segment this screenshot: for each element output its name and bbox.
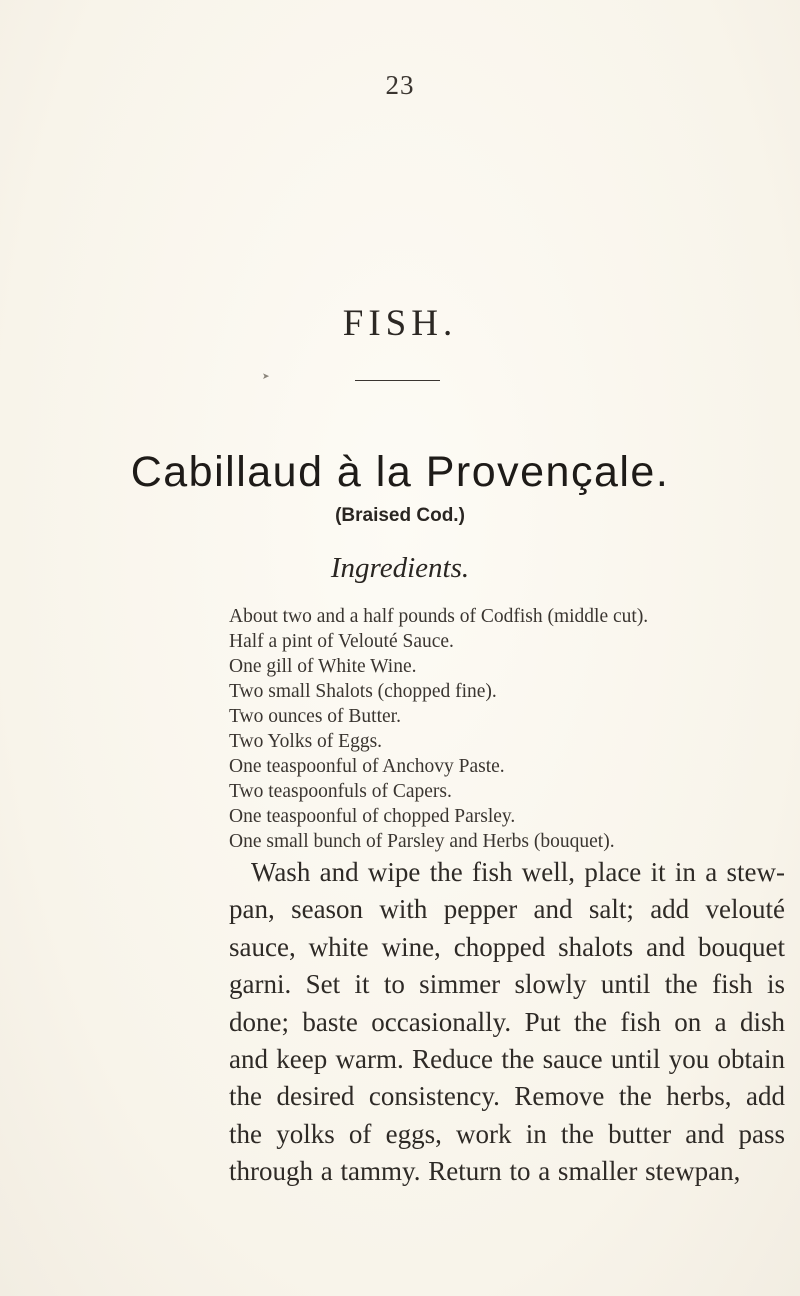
ingredient-item: Two ounces of Butter.: [229, 706, 401, 727]
ingredient-item: One small bunch of Parsley and Herbs (bouquet).: [229, 831, 615, 852]
ingredient-item: One teaspoonful of chopped Parsley.: [229, 806, 516, 827]
page-number: 23: [385, 70, 415, 100]
ingredients-heading: Ingredients.: [330, 552, 470, 584]
title-divider: [355, 380, 440, 381]
ingredient-item: About two and a half pounds of Codfish (middle cut).: [229, 606, 649, 627]
recipe-subtitle: (Braised Cod.): [335, 505, 465, 526]
recipe-title: Cabillaud à la Provençale.: [130, 448, 670, 496]
ingredient-item: Half a pint of Velouté Sauce.: [229, 631, 454, 652]
arrow-ornament-icon: ➤: [262, 372, 270, 382]
ingredient-item: One teaspoonful of Anchovy Paste.: [229, 756, 505, 777]
ingredients-list: [229, 604, 789, 854]
ingredient-item: One gill of White Wine.: [229, 656, 417, 677]
ingredient-item: Two Yolks of Eggs.: [229, 731, 383, 752]
section-title: FISH.: [342, 303, 458, 344]
ingredient-item: Two teaspoonfuls of Capers.: [229, 781, 452, 802]
recipe-instructions: Wash and wipe the fish well, place it in a stew-pan, season with pepper and salt; add velouté sauce, white wine, chopped shalots and bouquet garni. Set it to simmer slowly until the fish is done; baste occasionally. Put the fish on a dish and keep warm. Reduce the sauce until you obtain the desired consistency. Remove the herbs, add the yolks of eggs, work in the butter and pass through a tammy. Return to a smaller stewpan,: [229, 857, 785, 1187]
ingredient-item: Two small Shalots (chopped fine).: [229, 681, 497, 702]
